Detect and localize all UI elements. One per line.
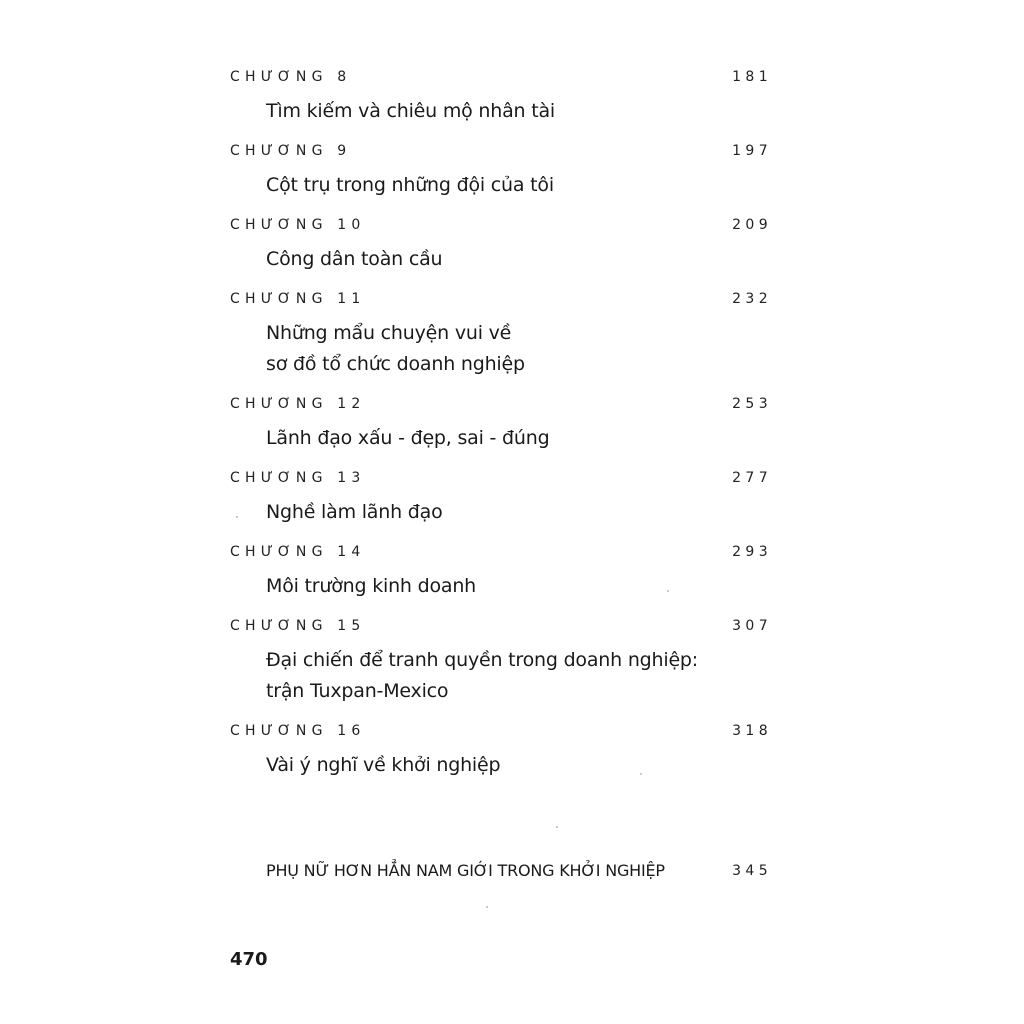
chapter-label: CHƯƠNG 11: [230, 291, 366, 307]
chapter-label: CHƯƠNG 10: [230, 217, 366, 233]
chapter-title-line: trận Tuxpan-Mexico: [266, 680, 449, 702]
chapter-heading-row: [230, 393, 772, 415]
chapter-page-number: 253: [732, 396, 772, 412]
chapter-label: CHƯƠNG 8: [230, 69, 352, 85]
chapter-title-line: Vài ý nghĩ về khởi nghiệp: [266, 754, 501, 776]
chapter-label: CHƯƠNG 12: [230, 396, 366, 412]
toc-entry-chapter-11: [230, 288, 772, 393]
chapter-title: [266, 563, 772, 615]
chapter-page-number: 197: [732, 143, 772, 159]
page-folio-number: 470: [230, 949, 268, 970]
chapter-heading-row: [230, 140, 772, 162]
toc-entry-chapter-12: [230, 393, 772, 467]
toc-entry-chapter-13: [230, 467, 772, 541]
chapter-page-number: 318: [732, 723, 772, 739]
toc-entry-appendix: [266, 858, 772, 884]
paper-speck: [556, 826, 558, 828]
chapter-title-line: Lãnh đạo xấu - đẹp, sai - đúng: [266, 427, 550, 449]
chapter-heading-row: [230, 214, 772, 236]
chapter-label: CHƯƠNG 9: [230, 143, 352, 159]
chapter-title: [266, 637, 772, 720]
chapter-title-line: sơ đồ tổ chức doanh nghiệp: [266, 353, 525, 375]
chapter-title: [266, 310, 772, 393]
chapter-title: [266, 88, 772, 140]
chapter-title-line: Môi trường kinh doanh: [266, 575, 477, 597]
chapter-page-number: 209: [732, 217, 772, 233]
toc-entry-chapter-15: [230, 615, 772, 720]
chapter-heading-row: [230, 615, 772, 637]
chapter-label: CHƯƠNG 13: [230, 470, 366, 486]
chapter-heading-row: [230, 720, 772, 742]
chapter-title: [266, 415, 772, 467]
toc-entry-chapter-16: [230, 720, 772, 794]
chapter-page-number: 307: [732, 618, 772, 634]
chapter-page-number: 232: [732, 291, 772, 307]
chapter-page-number: 181: [732, 69, 772, 85]
chapter-title: [266, 742, 772, 794]
paper-speck: [236, 516, 238, 518]
chapter-page-number: 277: [732, 470, 772, 486]
paper-speck: [486, 906, 488, 908]
chapter-title-line: Tìm kiếm và chiêu mộ nhân tài: [266, 100, 555, 122]
toc-entry-chapter-9: [230, 140, 772, 214]
appendix-page-number: 345: [732, 863, 772, 879]
chapter-title-line: Đại chiến để tranh quyền trong doanh nghiệp:: [266, 649, 698, 671]
chapter-label: CHƯƠNG 15: [230, 618, 366, 634]
chapter-title: [266, 162, 772, 214]
chapter-heading-row: [230, 288, 772, 310]
paper-speck: [640, 773, 642, 775]
chapter-title-line: Những mẩu chuyện vui về: [266, 322, 512, 344]
chapter-label: CHƯƠNG 14: [230, 544, 366, 560]
table-of-contents: [230, 66, 772, 794]
chapter-label: CHƯƠNG 16: [230, 723, 366, 739]
chapter-title-line: Cột trụ trong những đội của tôi: [266, 174, 554, 196]
toc-entry-chapter-10: [230, 214, 772, 288]
chapter-title-line: Nghề làm lãnh đạo: [266, 501, 443, 523]
chapter-title-line: Công dân toàn cầu: [266, 248, 443, 270]
chapter-heading-row: [230, 467, 772, 489]
chapter-title: [266, 236, 772, 288]
chapter-title: [266, 489, 772, 541]
chapter-heading-row: [230, 66, 772, 88]
paper-speck: [667, 590, 669, 592]
toc-entry-chapter-8: [230, 66, 772, 140]
chapter-page-number: 293: [732, 544, 772, 560]
toc-entry-chapter-14: [230, 541, 772, 615]
appendix-title: PHỤ NỮ HƠN HẲN NAM GIỚI TRONG KHỞI NGHIỆP: [266, 861, 665, 880]
chapter-heading-row: [230, 541, 772, 563]
